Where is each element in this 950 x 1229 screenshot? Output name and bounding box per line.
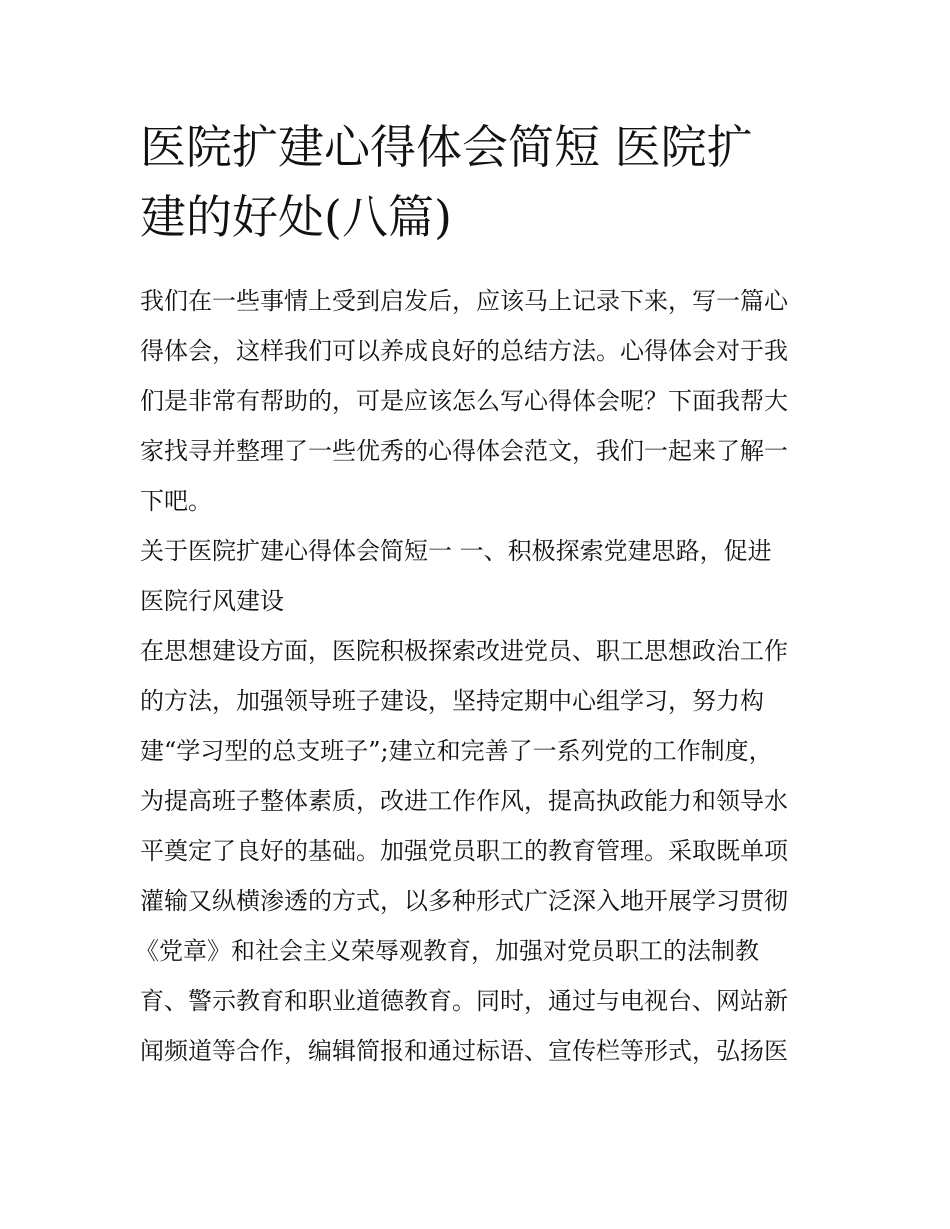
text-line: 闻频道等合作，编辑简报和通过标语、宣传栏等形式，弘扬医 <box>140 1037 788 1065</box>
text-line: 为提高班子整体素质，改进工作作风，提高执政能力和领导水 <box>140 787 788 815</box>
text-line: 平奠定了良好的基础。加强党员职工的教育管理。采取既单项 <box>140 837 788 865</box>
intro-paragraph <box>140 281 830 531</box>
text-line: 得体会，这样我们可以养成良好的总结方法。心得体会对于我 <box>140 337 788 365</box>
text-line: 灌输又纵横渗透的方式，以多种形式广泛深入地开展学习贯彻 <box>140 887 788 915</box>
text-line: 们是非常有帮助的，可是应该怎么写心得体会呢？下面我帮大 <box>140 387 788 415</box>
text-line: 我们在一些事情上受到启发后，应该马上记录下来，写一篇心 <box>140 287 788 315</box>
text-line: 在思想建设方面，医院积极探索改进党员、职工思想政治工作 <box>140 637 788 665</box>
text-line: 关于医院扩建心得体会简短一 一、积极探索党建思路，促进 <box>140 537 772 565</box>
text-line: 《党章》和社会主义荣辱观教育，加强对党员职工的法制教 <box>135 937 759 965</box>
text-line: 家找寻并整理了一些优秀的心得体会范文，我们一起来了解一 <box>140 437 788 465</box>
document-body <box>135 281 830 1081</box>
text-line: 育、警示教育和职业道德教育。同时，通过与电视台、网站新 <box>140 987 788 1015</box>
title-line: 建的好处(八篇) <box>140 190 452 244</box>
text-line: 医院行风建设 <box>140 587 284 615</box>
section-heading <box>140 531 830 631</box>
title-line: 医院扩建心得体会简短 医院扩 <box>140 120 753 174</box>
text-line: 下吧。 <box>140 487 212 515</box>
body-paragraph <box>135 631 830 1081</box>
text-line: 的方法，加强领导班子建设，坚持定期中心组学习，努力构 <box>140 687 764 715</box>
document-title <box>140 112 820 252</box>
text-line: 建“学习型的总支班子”;建立和完善了一系列党的工作制度， <box>140 737 773 765</box>
